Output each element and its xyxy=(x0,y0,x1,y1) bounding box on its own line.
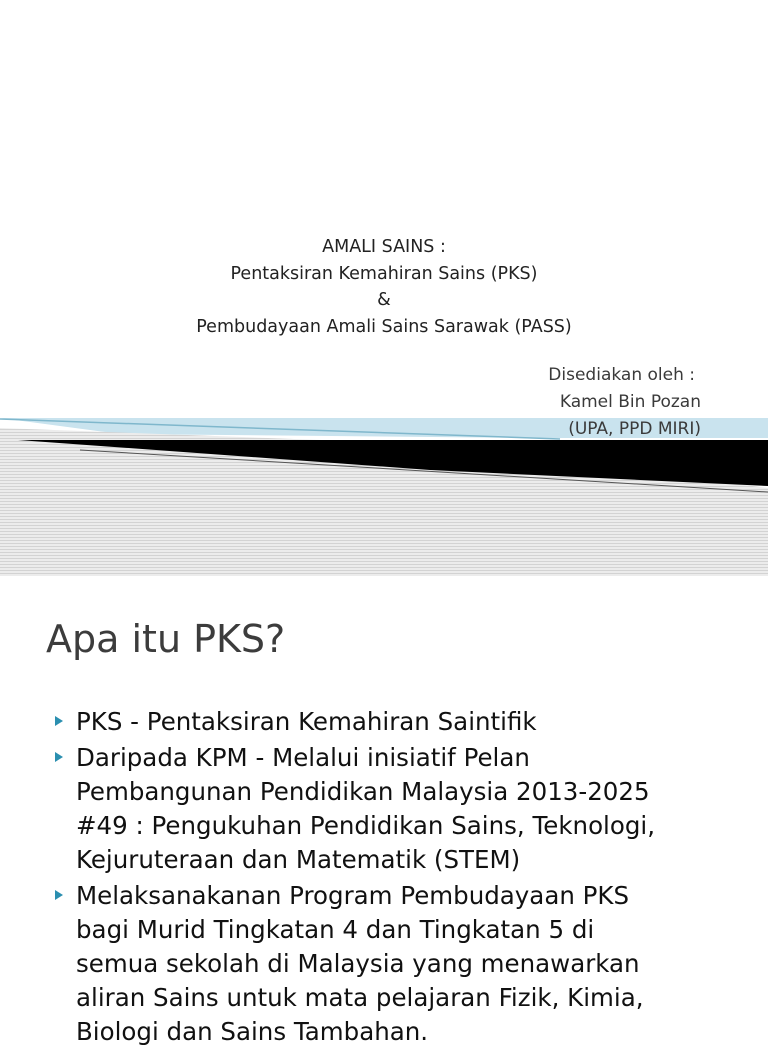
triangle-bullet-icon xyxy=(55,716,63,726)
author-info xyxy=(548,362,701,443)
bullet-text-line: Pembangunan Pendidikan Malaysia 2013-2025 xyxy=(76,777,650,806)
list-item xyxy=(0,879,768,1049)
bullet-text-line: #49 : Pengukuhan Pendidikan Sains, Teknologi, xyxy=(76,811,656,840)
bullet-text-line: aliran Sains untuk mata pelajaran Fizik, Kimia, xyxy=(76,983,644,1012)
title-line-2: Pentaksiran Kemahiran Sains (PKS) xyxy=(230,263,538,284)
list-item xyxy=(0,705,768,739)
presentation-title xyxy=(0,234,768,340)
bullet-text-line: semua sekolah di Malaysia yang menawarkan xyxy=(76,949,640,978)
triangle-bullet-icon xyxy=(55,890,63,900)
slide-title: Apa itu PKS? xyxy=(46,617,286,661)
content-slide xyxy=(0,576,768,1046)
prepared-by-label: Disediakan oleh : xyxy=(548,365,695,385)
bullet-text-line: Biologi dan Sains Tambahan. xyxy=(76,1017,429,1046)
bullet-text-line: Daripada KPM - Melalui inisiatif Pelan xyxy=(76,743,530,772)
bullet-text-line: Melaksanakanan Program Pembudayaan PKS xyxy=(76,881,630,910)
title-line-1: AMALI SAINS : xyxy=(322,237,446,257)
author-affiliation: (UPA, PPD MIRI) xyxy=(568,419,701,439)
author-name: Kamel Bin Pozan xyxy=(559,392,701,412)
title-line-4: Pembudayaan Amali Sains Sarawak (PASS) xyxy=(196,316,572,337)
triangle-bullet-icon xyxy=(55,752,63,762)
bullet-list xyxy=(0,705,768,1051)
bullet-text-line: PKS - Pentaksiran Kemahiran Saintifik xyxy=(76,707,537,736)
bullet-text-line: Kejuruteraan dan Matematik (STEM) xyxy=(76,845,521,874)
list-item xyxy=(0,741,768,877)
title-line-3: & xyxy=(377,290,391,310)
bullet-text-line: bagi Murid Tingkatan 4 dan Tingkatan 5 di xyxy=(76,915,595,944)
